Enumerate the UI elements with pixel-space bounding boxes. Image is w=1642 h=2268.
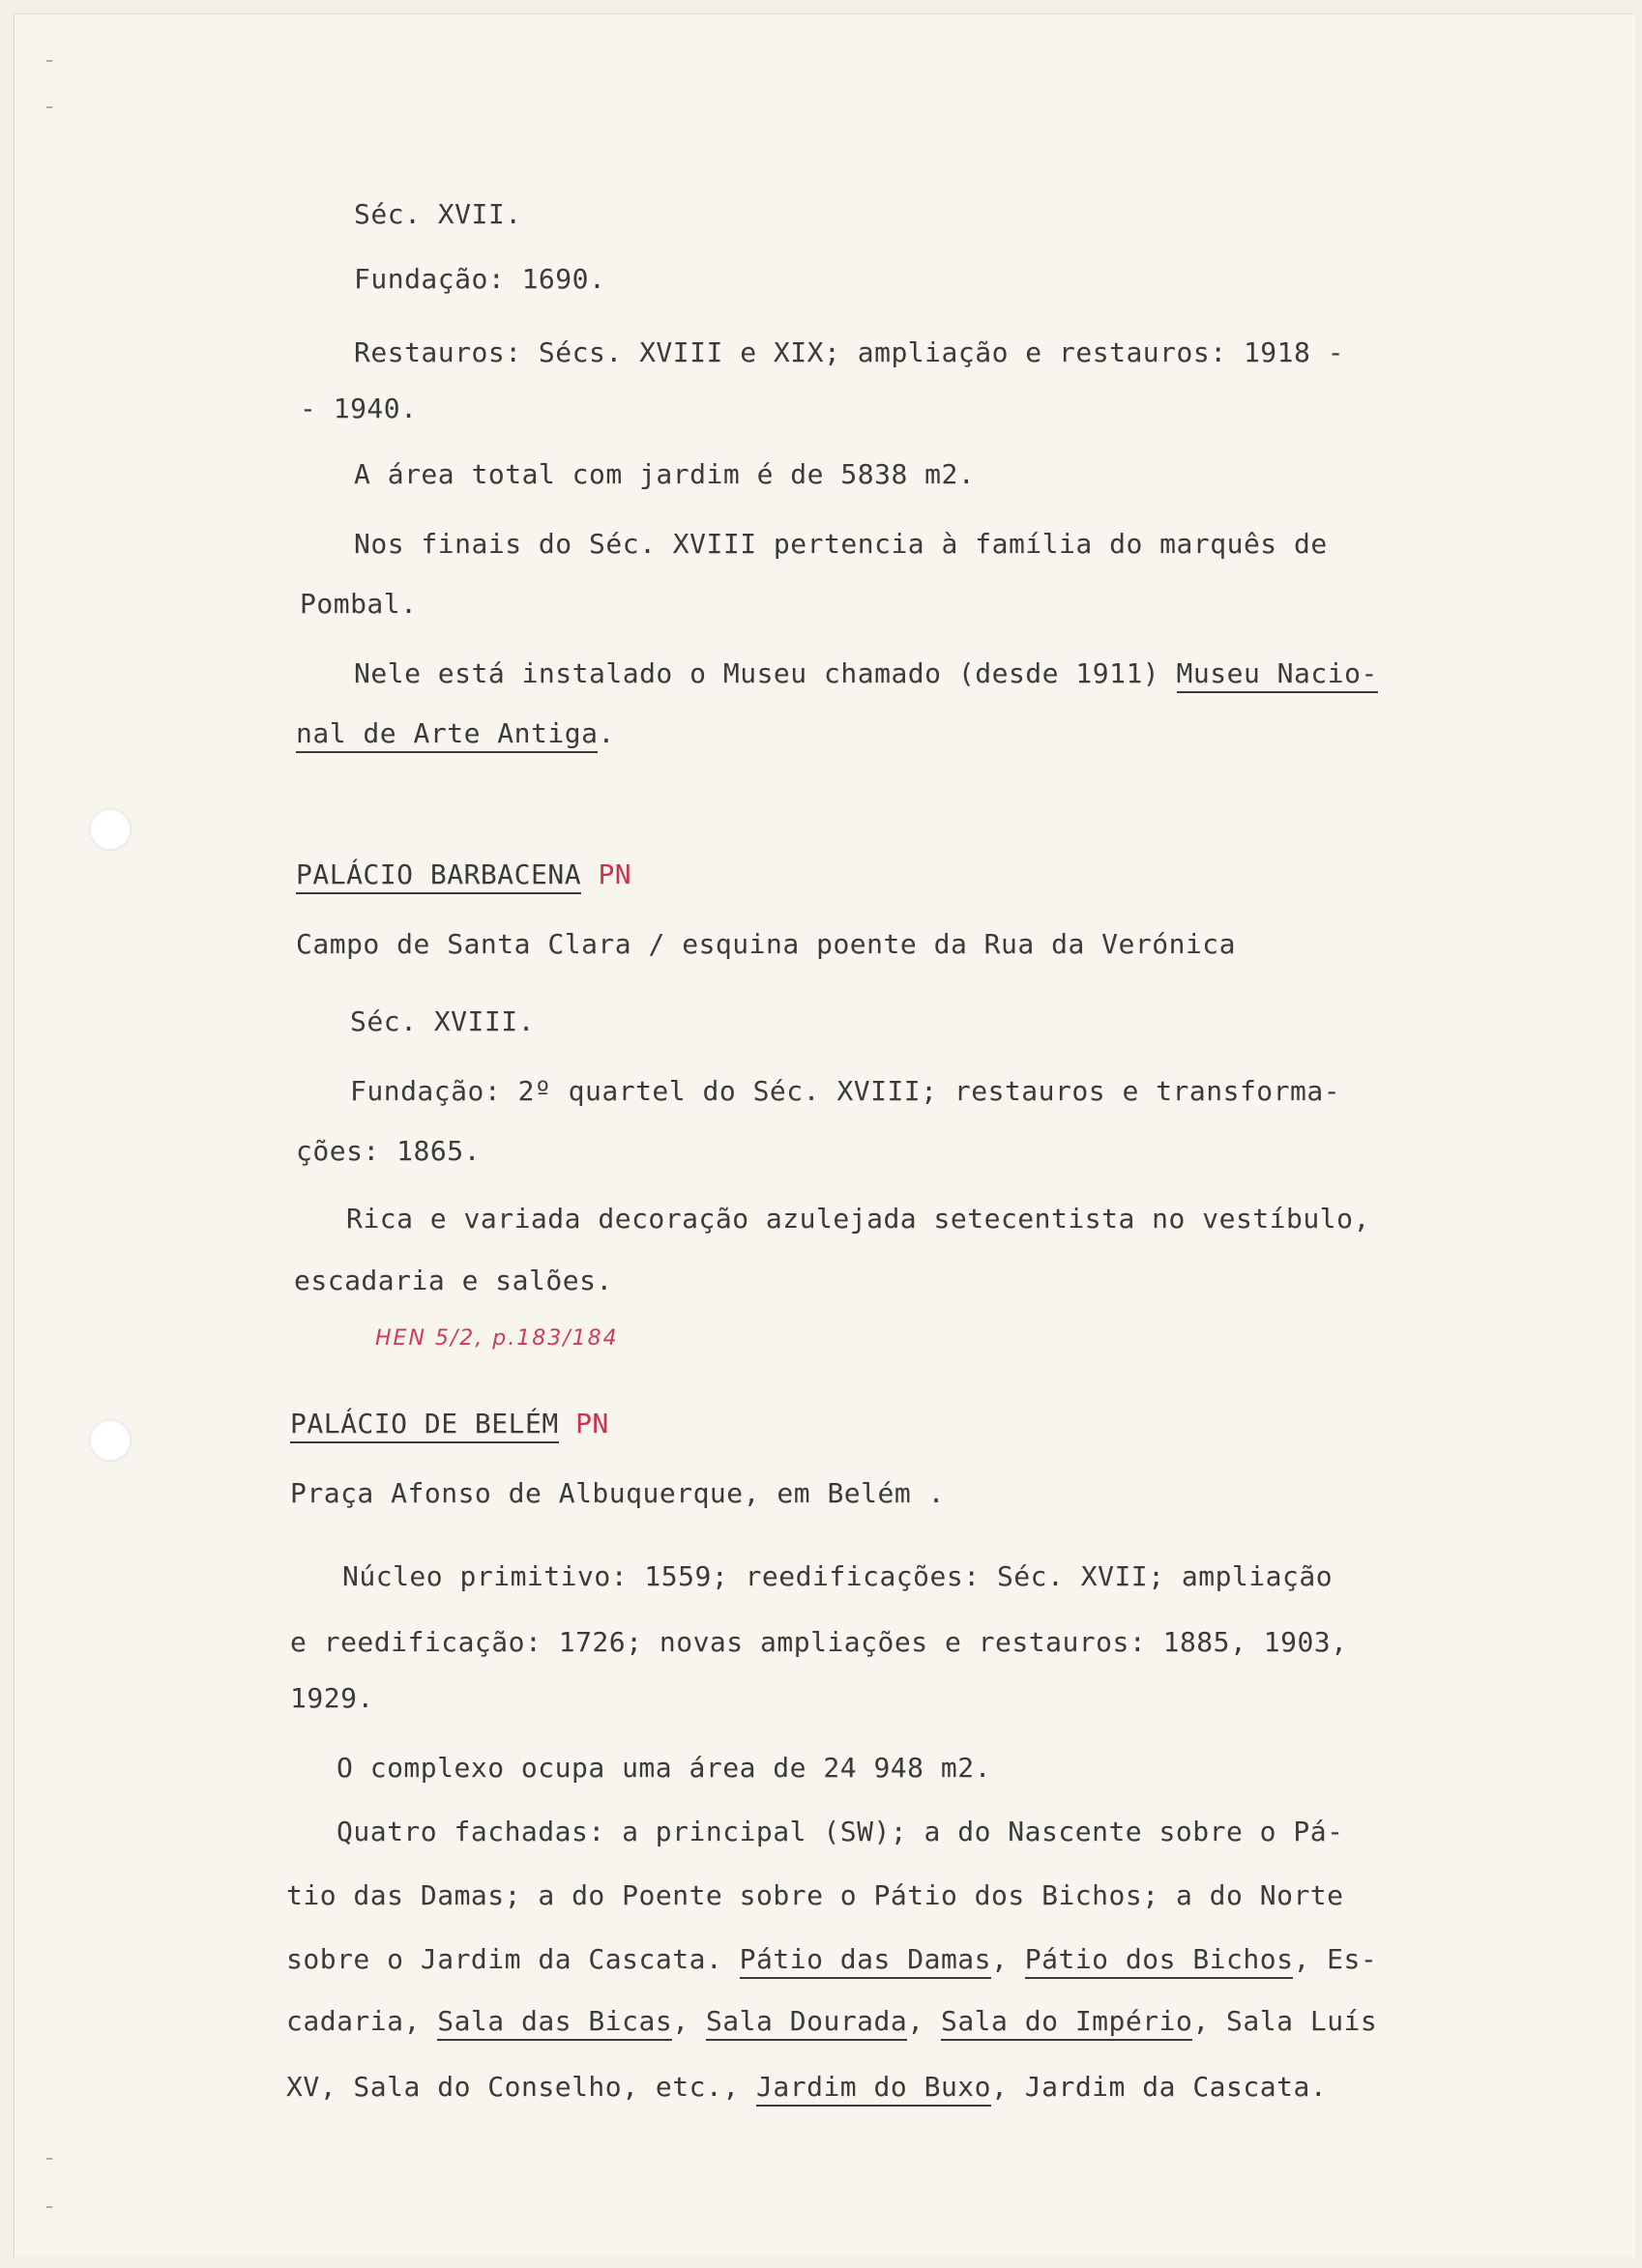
- patio-damas-underlined: Pátio das Damas: [740, 1943, 991, 1979]
- museum-name-underlined-cont: nal de Arte Antiga: [296, 717, 598, 753]
- museum-line-2: [296, 717, 615, 749]
- belem-nucleus-3: 1929.: [290, 1682, 374, 1714]
- belem-facades-2: tio das Damas; a do Poente sobre o Pátio dos Bichos; a do Norte: [286, 1879, 1344, 1911]
- belem-nucleus-1: Núcleo primitivo: 1559; reedificações: Séc. XVII; ampliação: [342, 1560, 1334, 1592]
- jardim-buxo-underlined: Jardim do Buxo: [756, 2071, 991, 2107]
- barbacena-decoration-1: Rica e variada decoração azulejada setecentista no vestíbulo,: [346, 1203, 1370, 1235]
- area-line: A área total com jardim é de 5838 m2.: [354, 458, 976, 490]
- text: cadaria,: [286, 2005, 438, 2037]
- barbacena-tag: PN: [598, 858, 632, 890]
- text: ,: [672, 2005, 706, 2037]
- museum-text: Nele está instalado o Museu chamado (desde 1911): [354, 657, 1177, 689]
- century-line: Séc. XVII.: [354, 198, 522, 230]
- text: ,: [907, 2005, 941, 2037]
- belem-title: PALÁCIO DE BELÉM: [290, 1408, 559, 1443]
- barbacena-decoration-2: escadaria e salões.: [294, 1265, 613, 1296]
- text: , Jardim da Cascata.: [991, 2071, 1328, 2103]
- belem-facades-5: [286, 2071, 1327, 2103]
- edge-mark: [46, 106, 52, 108]
- barbacena-foundation-2: ções: 1865.: [296, 1135, 481, 1167]
- barbacena-title: PALÁCIO BARBACENA: [296, 858, 581, 894]
- text: , Es-: [1293, 1943, 1378, 1975]
- museum-line-1: [354, 657, 1378, 689]
- period: .: [598, 717, 615, 749]
- belem-address: Praça Afonso de Albuquerque, em Belém .: [290, 1477, 945, 1509]
- edge-mark: [46, 2206, 52, 2208]
- foundation-line: Fundação: 1690.: [354, 263, 606, 295]
- belem-tag: PN: [575, 1408, 609, 1439]
- handwritten-reference: HEN 5/2, p.183/184: [375, 1326, 619, 1351]
- punch-hole-bottom: [89, 1419, 132, 1462]
- punch-hole-top: [89, 808, 132, 851]
- belem-facades-1: Quatro fachadas: a principal (SW); a do Nascente sobre o Pá-: [337, 1816, 1344, 1847]
- history-line-2: Pombal.: [300, 588, 418, 620]
- patio-bichos-underlined: Pátio dos Bichos: [1025, 1943, 1294, 1979]
- text: sobre o Jardim da Cascata.: [286, 1943, 740, 1975]
- barbacena-address: Campo de Santa Clara / esquina poente da Rua da Verónica: [296, 928, 1237, 960]
- belem-nucleus-2: e reedificação: 1726; novas ampliações e restauros: 1885, 1903,: [290, 1626, 1348, 1658]
- belem-facades-3: [286, 1943, 1377, 1975]
- restorations-line-2: - 1940.: [300, 393, 418, 424]
- edge-mark: [46, 2158, 52, 2160]
- belem-area: O complexo ocupa uma área de 24 948 m2.: [337, 1752, 991, 1784]
- text: XV, Sala do Conselho, etc.,: [286, 2071, 757, 2103]
- barbacena-century: Séc. XVIII.: [350, 1005, 535, 1037]
- sala-imperio-underlined: Sala do Império: [941, 2005, 1192, 2041]
- history-line-1: Nos finais do Séc. XVIII pertencia à família do marquês de: [354, 528, 1328, 560]
- restorations-line-1: Restauros: Sécs. XVIII e XIX; ampliação e restauros: 1918 -: [354, 336, 1345, 368]
- belem-facades-4: [286, 2005, 1377, 2037]
- barbacena-foundation-1: Fundação: 2º quartel do Séc. XVIII; restauros e transforma-: [350, 1075, 1341, 1107]
- sala-bicas-underlined: Sala das Bicas: [437, 2005, 672, 2041]
- text: , Sala Luís: [1192, 2005, 1378, 2037]
- sala-dourada-underlined: Sala Dourada: [706, 2005, 907, 2041]
- edge-mark: [46, 60, 52, 62]
- belem-heading: [290, 1408, 609, 1439]
- museum-name-underlined: Museu Nacio-: [1177, 657, 1378, 693]
- text: ,: [991, 1943, 1025, 1975]
- barbacena-heading: [296, 858, 631, 890]
